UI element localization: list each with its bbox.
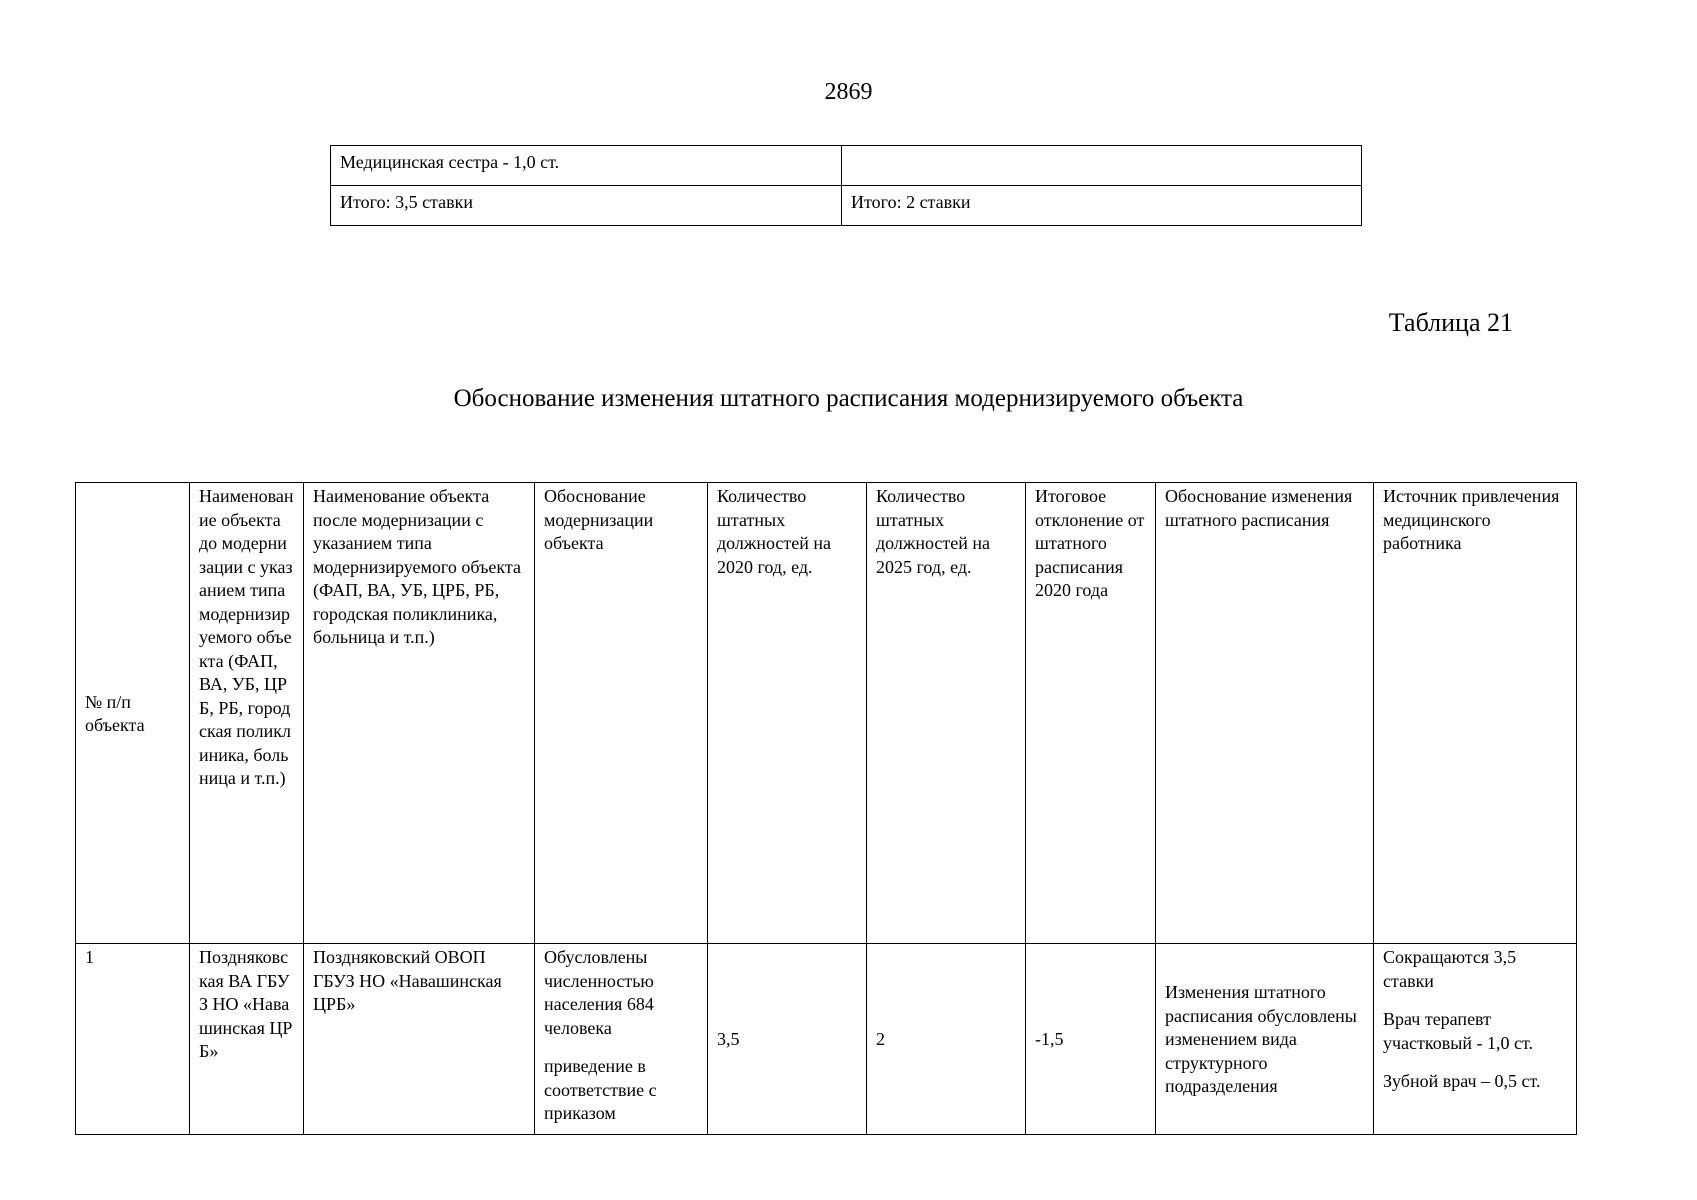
header-cell: Обоснование изменения штатного расписания [1156, 483, 1374, 944]
count-2020-cell: 3,5 [708, 944, 867, 1135]
modernization-reason-cell [535, 944, 708, 1135]
table-row [76, 944, 1577, 1135]
source-paragraph: Сокращаются 3,5 ставки [1383, 947, 1517, 991]
header-cell: Наименование объекта после модернизации с указанием типа модернизируемого объекта (ФАП, ВА, УБ, ЦРБ, РБ, городская поликлиника, больница и т.п.) [304, 483, 535, 944]
staff-summary-table [330, 145, 1362, 226]
table-cell: Итого: 3,5 ставки [331, 186, 842, 226]
object-after-cell: Поздняковский ОВОП ГБУЗ НО «Навашинская ЦРБ» [304, 944, 535, 1135]
object-before-cell: Поздняковская ВА ГБУЗ НО «Навашинская ЦРБ» [190, 944, 304, 1135]
table-title: Обоснование изменения штатного расписания модернизируемого объекта [453, 385, 1244, 412]
staff-source-cell [1374, 944, 1577, 1135]
header-cell: Количество штатных должностей на 2025 год, ед. [867, 483, 1026, 944]
change-reason-cell: Изменения штатного расписания обусловлены изменением вида структурного подразделения [1156, 944, 1374, 1135]
reason-paragraph: приведение в соответствие с приказом [544, 1056, 657, 1123]
header-cell: Источник привлечения медицинского работника [1374, 483, 1577, 944]
count-2025-cell: 2 [867, 944, 1026, 1135]
reason-paragraph: Обусловлены численностью населения 684 человека [544, 947, 654, 1038]
source-paragraph: Врач терапевт участковый - 1,0 ст. [1383, 1009, 1533, 1053]
table-row [331, 146, 1362, 186]
row-number-cell: 1 [76, 944, 190, 1135]
header-row [76, 483, 1577, 944]
table-cell [842, 146, 1362, 186]
deviation-cell: -1,5 [1026, 944, 1156, 1135]
page-number: 2869 [824, 79, 873, 105]
table-cell: Медицинская сестра - 1,0 ст. [331, 146, 842, 186]
header-cell: Итоговое отклонение от штатного расписания 2020 года [1026, 483, 1156, 944]
table-row [331, 186, 1362, 226]
table-cell: Итого: 2 ставки [842, 186, 1362, 226]
table-label: Таблица 21 [1388, 308, 1513, 337]
source-paragraph: Зубной врач – 0,5 ст. [1383, 1071, 1541, 1091]
header-cell: № п/п объекта [76, 483, 190, 944]
header-cell: Количество штатных должностей на 2020 год, ед. [708, 483, 867, 944]
staffing-justification-table [75, 482, 1577, 1135]
header-cell: Наименование объекта до модернизации с указанием типа модернизируемого объекта (ФАП, ВА, УБ, ЦРБ, РБ, городская поликлиника, больница и т.п.) [190, 483, 304, 944]
header-cell: Обоснование модернизации объекта [535, 483, 708, 944]
